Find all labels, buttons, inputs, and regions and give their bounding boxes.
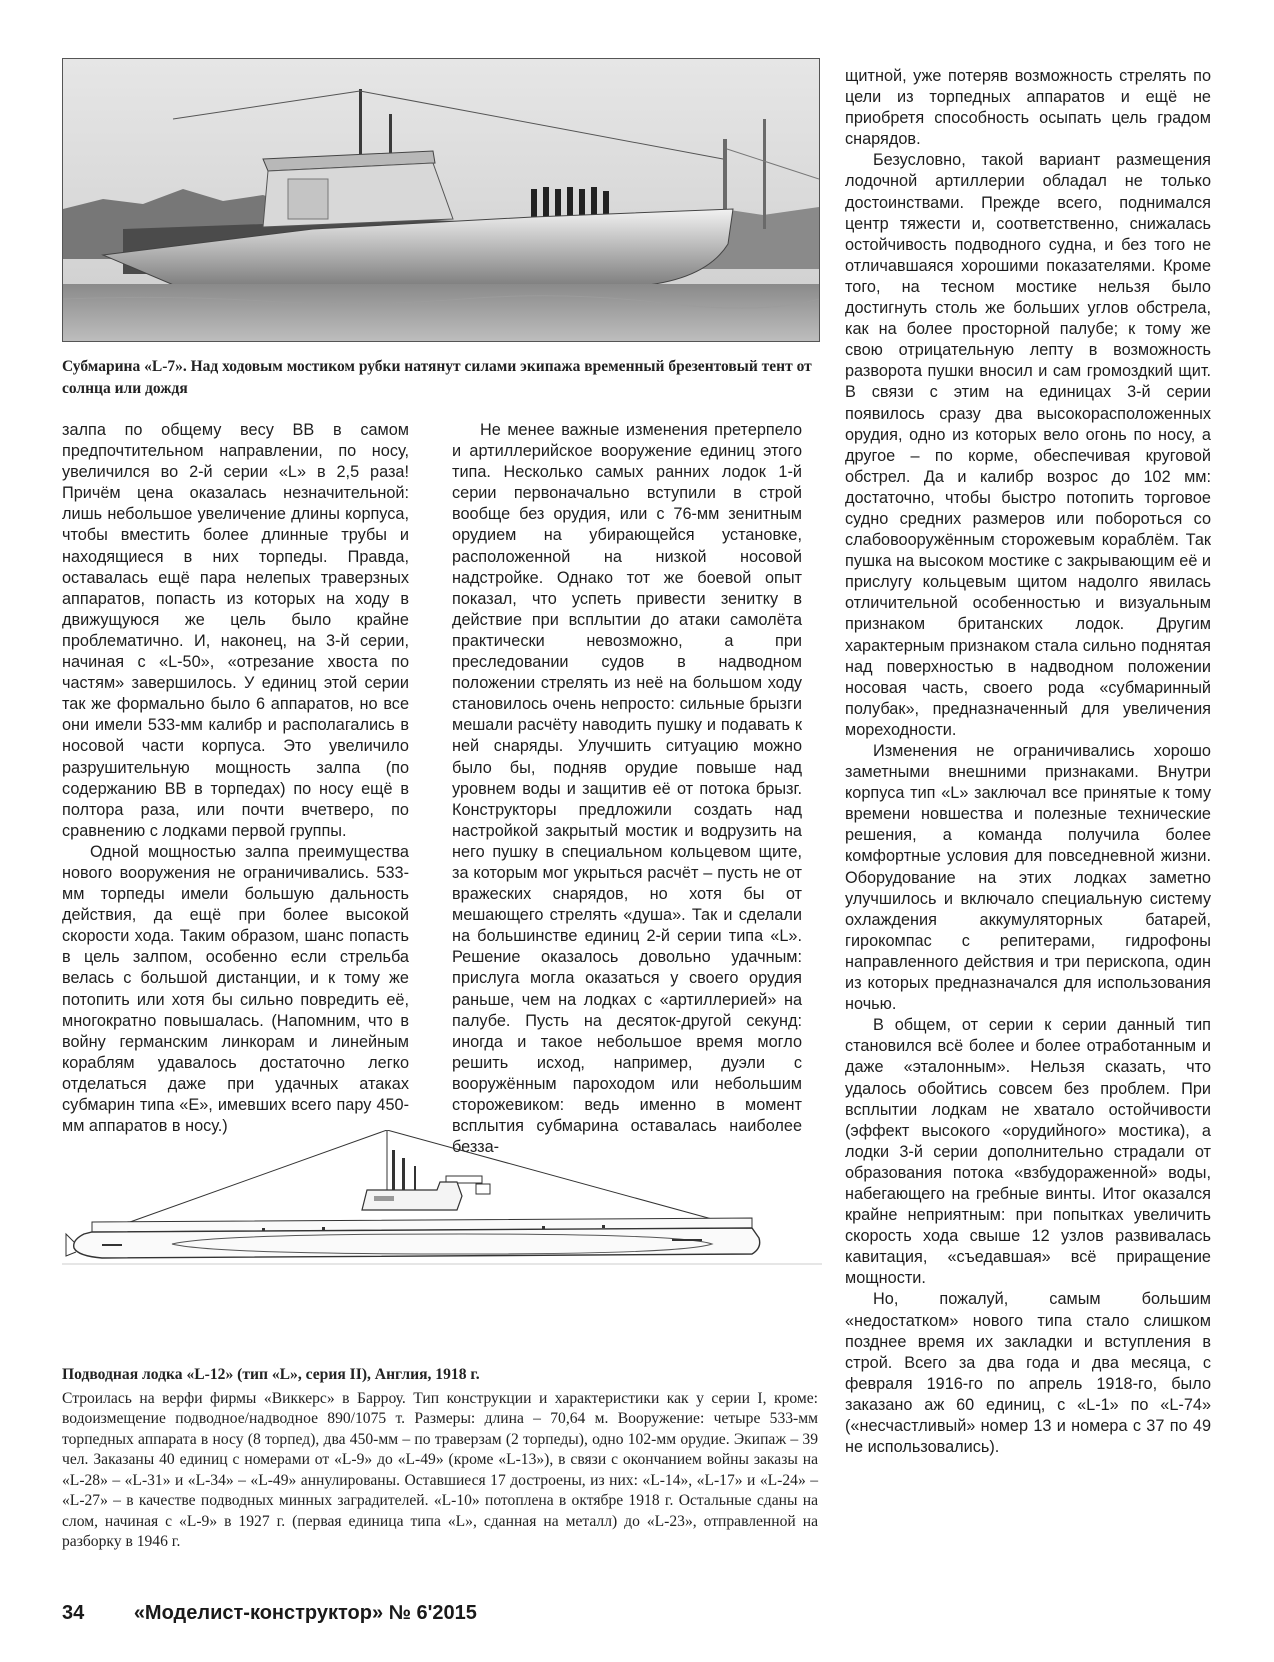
paragraph: Не менее важные изменения претерпело и артиллерийское вооружение единиц этого типа. Несколько самых ранних лодок 1-й серии первоначально вступили в строй вообще без орудия, или с 76-мм зенитным орудием на убирающейся установке, расположенной на низкой носовой надстройке. Однако тот же боевой опыт показал, что успеть привести зенитку в действие при всплытии до атаки самолёта практически невозможно, а при преследовании судов в надводном положении стрелять из неё на большом ходу становилось очень непросто: сильные брызги мешали расчёту наводить пушку и подавать к ней снаряды. Улучшить ситуацию можно было бы, подняв орудие повыше над уровнем воды и защитив её от потока брызг. Конструкторы предложили создать над настройкой закрытый мостик и водрузить на него пушку в специальном кольцевом щите, за которым мог укрыться расчёт – пусть не от вражеских снарядов, но хотя бы от мешающего стрелять «душа». Так и сделали на большинстве единиц 2-й серии типа «L». Решение оказалось довольно удачным: прислуга могла оказаться у своего орудия раньше, чем на лодках с «артиллерией» на палубе. Пусть на десяток-другой секунд: иногда и такое небольшое время могло решить исход, например, дуэли с вооружённым пароходом или небольшим сторожевиком: ведь именно в момент всплытия субмарина оставалась наиболее безза- — [452, 421, 802, 1157]
paragraph: Но, пожалуй, самым большим «недостатком» нового типа стало слишком позднее время их закладки и вступления в строй. Всего за два года и два месяца, с февраля 1916-го по апрель 1918-го, было заказано аж 60 единиц, с «L-1» по «L-74» («несчастливый» номер 13 и номера с 37 по 49 не использовались). — [845, 1290, 1211, 1457]
drawing-caption-title: Подводная лодка «L-12» (тип «L», серия II), Англия, 1918 г. — [62, 1366, 480, 1383]
page-footer — [62, 1602, 477, 1625]
text-column-2 — [452, 420, 802, 1158]
submarine-photo — [62, 58, 820, 342]
paragraph: щитной, уже потеряв возможность стрелять по цели из торпедных аппаратов и ещё не приобретя способность осыпать цель градом снарядов. — [845, 67, 1211, 149]
magazine-title: «Моделист-конструктор» № 6'2015 — [133, 1602, 477, 1624]
submarine-profile-image — [62, 1130, 822, 1350]
submarine-profile-drawing — [62, 1130, 822, 1350]
text-column-3 — [845, 66, 1211, 1458]
paragraph: Одной мощностью залпа преимущества нового вооружения не ограничивались. 533-мм торпеды имели большую дальность действия, да ещё при более высокой скорости хода. Таким образом, шанс попасть в цель залпом, особенно если стрельба велась с большой дистанции, и к тому же потопить или хотя бы сильно повредить её, многократно повышалась. (Напомним, что в войну германским линкорам и линейным кораблям удавалось достаточно легко отделаться даже при удачных атаках субмарин типа «Е», имевших всего пару 450-мм аппаратов в носу.) — [62, 842, 409, 1136]
submarine-photo-image — [63, 59, 819, 341]
photo-caption: Субмарина «L-7». Над ходовым мостиком рубки натянут силами экипажа временный брезентовый тент от солнца или дождя — [62, 358, 812, 397]
paragraph: Изменения не ограничивались хорошо заметными внешними признаками. Внутри корпуса тип «L» заключал все принятые к тому времени новшества и полезные технические решения, а команда получила более комфортные условия для повседневной жизни. Оборудование на этих лодках заметно улучшилось и включало специальную систему охлаждения аккумуляторных батарей, гирокомпас с репитерами, гидрофоны направленного действия и три перископа, один из которых предназначался для использования ночью. — [845, 742, 1211, 1014]
paragraph: залпа по общему весу ВВ в самом предпочтительном направлении, по носу, увеличился во 2-й серии «L» в 2,5 раза! Причём цена оказалась незначительной: лишь небольшое увеличение длины корпуса, чтобы вместить более длинные трубы и находящиеся в них торпеды. Правда, оставалась ещё пара нелепых траверзных аппаратов, попасть из которых на ходу в движущуюся же цель было крайне проблематично. И, наконец, на 3-й серии, начиная с «L-50», «отрезание хвоста по частям» завершилось. У единиц этой серии так же формально было 6 аппаратов, но все они имели 533-мм калибр и располагались в носовой части корпуса. Это увеличило разрушительную мощность залпа (по содержанию ВВ в торпедах) по носу ещё в полтора раза, или почти вчетверо, по сравнению с лодками первой группы. — [62, 421, 409, 840]
page-number: 34 — [62, 1602, 85, 1624]
paragraph: В общем, от серии к серии данный тип становился всё более и более отработанным и даже «эталонным». Нельзя сказать, что удалось обойтись совсем без проблем. При всплытии лодкам не хватало остойчивости (эффект высокого «орудийного» мостика), а лодки 3-й серии дополнительно страдали от образования потока «взбудораженной» воды, набегающего на гребные винты. Итог оказался крайне неприятным: при попытках увеличить скорость хода свыше 12 узлов развивалась кавитация, «съедавшая» всё приращение мощности. — [845, 1016, 1211, 1288]
drawing-caption — [62, 1365, 818, 1553]
paragraph: Безусловно, такой вариант размещения лодочной артиллерии обладал не только достоинствами. Прежде всего, поднимался центр тяжести и, соответственно, снижалась остойчивость подводного судна, и без того не отличавшаяся хорошими показателями. Кроме того, на тесном мостике нельзя было достигнуть столь же больших углов обстрела, как на более просторной палубе; к тому же свою отрицательную лепту в возможность разворота пушки вносил и сам громоздкий щит. В связи с этим на единицах 3-й серии появилось сразу два высокорасположенных орудия, одно из которых вело огонь по носу, а другое – по корме, обеспечивая круговой обстрел. Да и калибр возрос до 102 мм: достаточно, чтобы быстро потопить торговое судно средних размеров или побороться со слабовооружённым сторожевым кораблём. Так пушка на высоком мостике с закрывающим её и прислугу кольцевым щитом надолго явилась отличительной особенностью и визуальным признаком британских лодок. Другим характерным признаком стала сильно поднятая над поверхностью в надводном положении носовая часть, своего рода «субмаринный полубак», предназначенный для увеличения мореходности. — [845, 151, 1212, 739]
text-column-1 — [62, 420, 409, 1137]
drawing-caption-body: Строилась на верфи фирмы «Виккерс» в Барроу. Тип конструкции и характеристики как у серии I, кроме: водоизмещение подводное/надводное 890/1075 т. Размеры: длина – 70,64 м. Вооружение: четыре 533-мм торпедных аппарата в носу (8 торпед), два 450-мм – по траверзам (2 торпеды), одно 102-мм орудие. Экипаж – 39 чел. Заказаны 40 единиц с номерами от «L-9» до «L-49» (кроме «L-13»), в связи с окончанием войны заказы на «L-28» – «L-31» и «L-34» – «L-49» аннулированы. Оставшиеся 17 достроены, из них: «L-14», «L-17» и «L-24» – «L-27» – в качестве подводных минных заградителей. «L-10» потоплена в октябре 1918 г. Остальные сданы на слом, начиная с «L-9» в 1927 г. (первая единица типа «L», сданная на металл) до «L-23», отправленной на разборку в 1946 г. — [62, 1389, 818, 1550]
